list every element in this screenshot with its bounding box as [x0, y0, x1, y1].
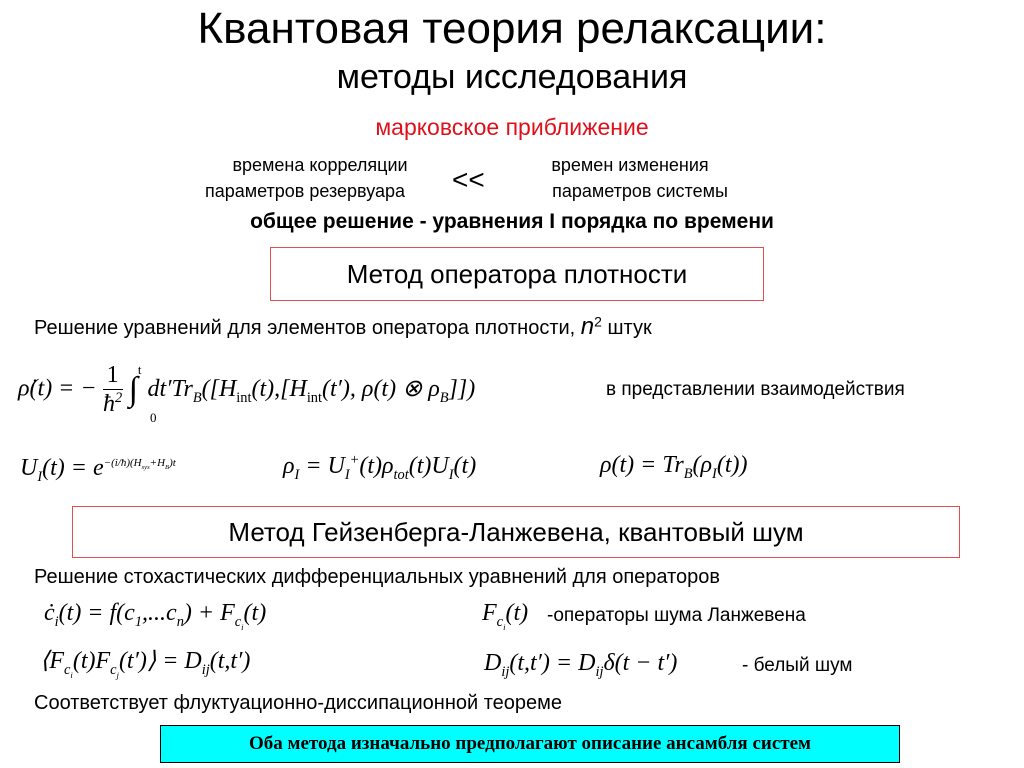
- n-symbol: n: [580, 313, 595, 340]
- density-solution-text: Решение уравнений для элементов оператора плотности,: [34, 317, 576, 339]
- langevin-equation: $ċ_i(t) = f(c_1,...c_n) + F_{c_i}(t)$: [44, 600, 267, 632]
- n-power: 2: [594, 313, 602, 330]
- correlation-times-line1: времена корреляции: [232, 155, 408, 175]
- reduced-density-formula: $\rho(t) = Tr_B(\rho_I(t))$: [600, 452, 748, 482]
- evolution-operator-formula: $U_I(t) = e^{-(i/ħ)(H_{sys}+H_B)t}$: [20, 455, 176, 485]
- correlation-times-line2: параметров резервуара: [204, 181, 406, 201]
- density-operator-method-label: Метод оператора плотности: [346, 259, 688, 289]
- interaction-density-formula: $\rho_I = U_I^+(t)\rho_{tot}(t)U_I(t)$: [283, 452, 477, 483]
- density-solution-line: [34, 313, 652, 341]
- much-less-symbol: <<: [452, 164, 485, 195]
- integral-lower-limit: 0: [150, 410, 157, 425]
- white-noise-note: - белый шум: [742, 655, 853, 676]
- white-noise-formula: $D_{ij}(t,t') = D_{ij}\delta(t - t')$: [484, 650, 678, 680]
- markov-heading: марковское приближение: [375, 114, 649, 140]
- noise-operators-note: -операторы шума Ланжевена: [547, 605, 806, 626]
- stochastic-solution-text: Решение стохастических дифференциальных уравнений для операторов: [34, 566, 721, 588]
- heisenberg-langevin-method-box: [72, 506, 960, 558]
- slide-title: Квантовая теория релаксации:: [197, 4, 827, 53]
- count-suffix: штук: [607, 317, 652, 339]
- change-times-line1: времен изменения: [551, 155, 709, 175]
- general-solution: общее решение - уравнения I порядка по времени: [250, 210, 774, 233]
- correlation-formula: $⟨F_{c_i}(t)F_{c_j}(t')⟩ = D_{ij}(t,t')$: [40, 648, 251, 680]
- noise-operator-symbol: $F_{c_i}(t)$: [482, 600, 529, 632]
- slide-subtitle: методы исследования: [336, 58, 688, 96]
- heisenberg-langevin-method-label: Метод Гейзенберга-Ланжевена, квантовый шум: [228, 517, 804, 547]
- fdt-statement: Соответствует флуктуационно-диссипационной теореме: [34, 692, 563, 714]
- interaction-representation-note: в представлении взаимодействия: [606, 379, 905, 400]
- change-times-line2: параметров системы: [552, 181, 728, 201]
- density-operator-method-box: [270, 247, 764, 301]
- ensemble-footer-note: Оба метода изначально предполагают описание ансамбля систем: [160, 725, 900, 763]
- master-equation: ρ̇(t) = − $\frac{1}{ħ^2}$ ∫$^t$ $dt'Tr_B([H_{int}(t),[H_{int}(t')$, ρ(t) ⊗ $\rho_B$]]): [18, 362, 476, 417]
